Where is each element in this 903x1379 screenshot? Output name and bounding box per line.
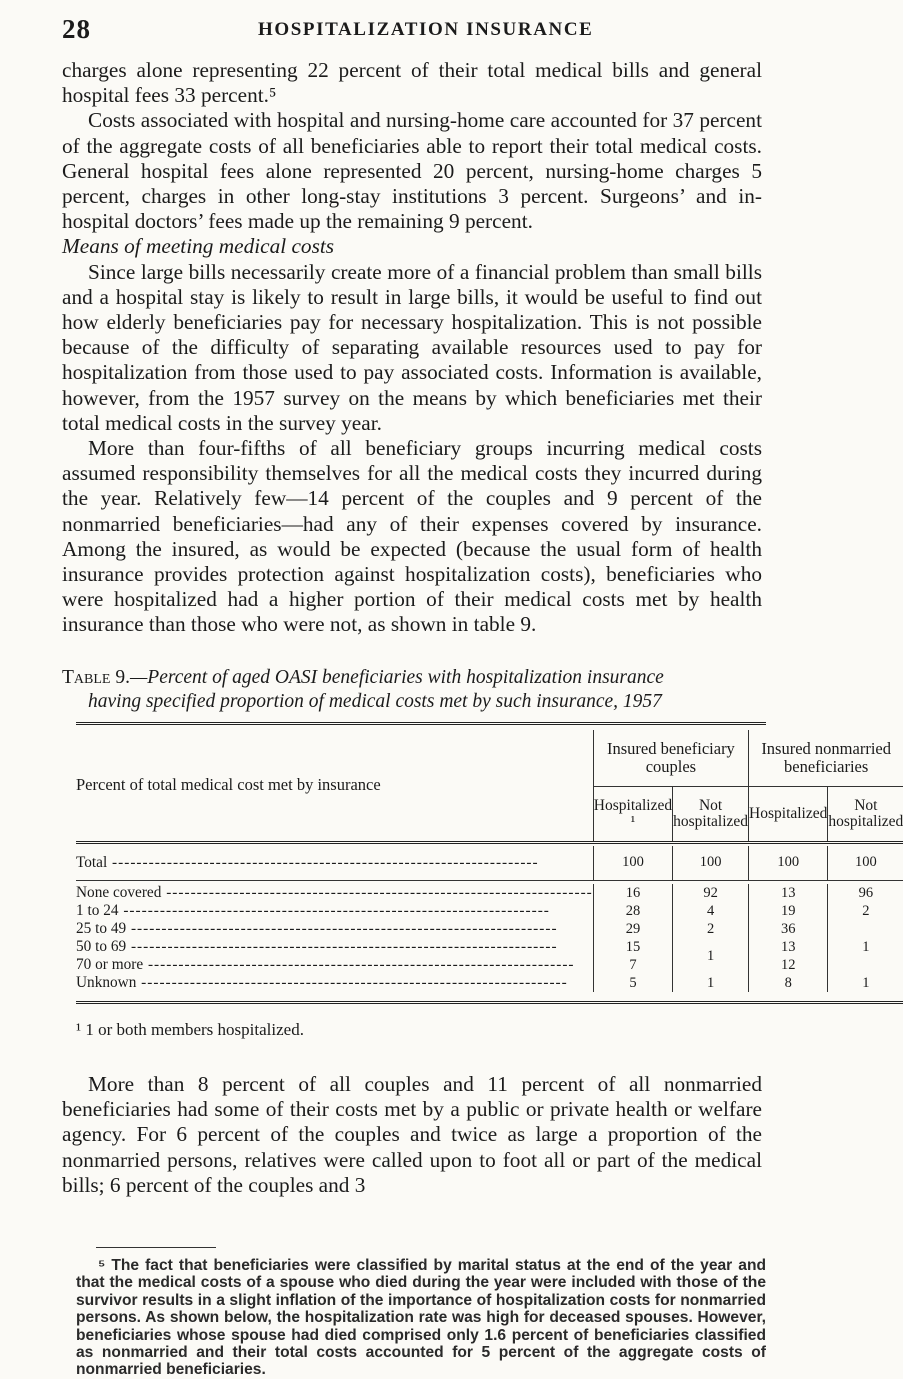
group-header-nonmarried: Insured nonmarried beneficiaries xyxy=(749,730,903,786)
page-header xyxy=(62,14,760,54)
table-title-line1: —Percent of aged OASI beneficiaries with hospitalization insurance xyxy=(129,667,664,688)
paragraph-agency: More than 8 percent of all couples and 11 percent of all nonmarried beneficiaries had some of their costs met by a public or private health or welfare agency. For 6 percent of the couples and twice as large a proportion of the nonmarried persons, relatives were called upon to foot all or part of the medical bills; 6 percent of the couples and 3 xyxy=(62,1072,762,1197)
table-row: 25 to 49 ----- 29 2 36 1 xyxy=(76,920,903,938)
footnote-rule xyxy=(96,1247,216,1248)
cell: 100 xyxy=(673,846,749,880)
stub-header: Percent of total medical cost met by insurance xyxy=(76,775,381,795)
running-title: HOSPITALIZATION INSURANCE xyxy=(258,19,594,40)
table-top-rule xyxy=(76,722,766,725)
table-row: 1 to 24 ----- 28 4 19 2 xyxy=(76,902,903,920)
row-label: Total ----- xyxy=(76,846,593,880)
subheader-nonmarried-hospitalized: Hospitalized xyxy=(749,786,828,842)
table-row-total xyxy=(76,846,903,880)
paragraph-continued: charges alone representing 22 percent of their total medical bills and general hospital fees 33 percent.⁵ xyxy=(62,58,762,108)
table-footnote: ¹ 1 or both members hospitalized. xyxy=(76,1020,304,1039)
table-row: 70 or more ----- 7 12 xyxy=(76,956,903,974)
table-row: Unknown ----- 5 1 8 1 xyxy=(76,974,903,992)
footnote xyxy=(76,1257,766,1379)
body-text-top xyxy=(62,58,762,638)
table-caption xyxy=(62,666,762,714)
body-text-after-table xyxy=(62,1072,762,1198)
data-table xyxy=(76,730,903,1004)
page-number: 28 xyxy=(62,14,91,44)
section-heading: Means of meeting medical costs xyxy=(62,234,335,259)
table-label: Table 9. xyxy=(62,667,130,688)
table-row: 50 to 69 ----- 15 1 13 xyxy=(76,938,903,956)
bracket-value-nonmarried: 1 xyxy=(828,920,903,974)
paragraph-large-bills: Since large bills necessarily create more of a financial problem than small bills and a hospital stay is likely to result in large bills, it would be useful to find out how elderly beneficiaries pay for necessary hospitalization. This is not possible because of the difficulty of separating available resources used to pay for hospitalization from those used to pay associated costs. Information is available, however, from the 1957 survey on the means by which beneficiaries met their total medical costs in the survey year. xyxy=(62,259,762,435)
cell: 100 xyxy=(828,846,903,880)
paragraph-hospital-costs: Costs associated with hospital and nursing-home care accounted for 37 percent of the aggregate costs of all beneficiaries able to report their total medical costs. General hospital fees alone represented 20 percent, nursing-home charges 5 percent, charges in other long-stay institutions 3 percent. Surgeons’ and in-hospital doctors’ fees made up the remaining 9 percent. xyxy=(62,108,762,234)
subheader-couples-hospitalized: Hospitalized ¹ xyxy=(593,786,672,842)
cell: 100 xyxy=(749,846,828,880)
footnote-text: ⁵ The fact that beneficiaries were classified by marital status at the end of the year and that the medical costs of a spouse who died during the year were included with those of the survivor results in a slight inflation of the importance of hospitalization costs for nonmarried persons. As shown below, the hospitalization rate was high for deceased spouses. However, beneficiaries whose spouse had died comprised only 1.6 percent of beneficiaries classified as nonmarried and their total costs accounted for 5 percent of the aggregate costs of nonmarried beneficiaries. xyxy=(76,1257,766,1379)
group-header-couples: Insured beneficiary couples xyxy=(593,730,748,786)
bracket-value-couples: 1 xyxy=(673,938,749,974)
paragraph-four-fifths: More than four-fifths of all beneficiary groups incurring medical costs assumed responsibility themselves for all the medical costs they incurred during the year. Relatively few—14 percent of the couples and 9 percent of the nonmarried beneficiaries—had any of their expenses covered by insurance. Among the insured, as would be expected (because the usual form of health insurance provides protection against hospitalization costs), beneficiaries who were hospitalized had a higher portion of their medical costs met by health insurance than those who were not, as shown in table 9. xyxy=(62,436,762,637)
subheader-nonmarried-not-hospitalized: Not hospitalized xyxy=(828,786,903,842)
subheader-couples-not-hospitalized: Not hospitalized xyxy=(673,786,749,842)
table-title-line2: having specified proportion of medical costs met by such insurance, 1957 xyxy=(88,691,662,712)
cell: 100 xyxy=(593,846,672,880)
table-row: None covered ----- 16 92 13 96 xyxy=(76,884,903,902)
